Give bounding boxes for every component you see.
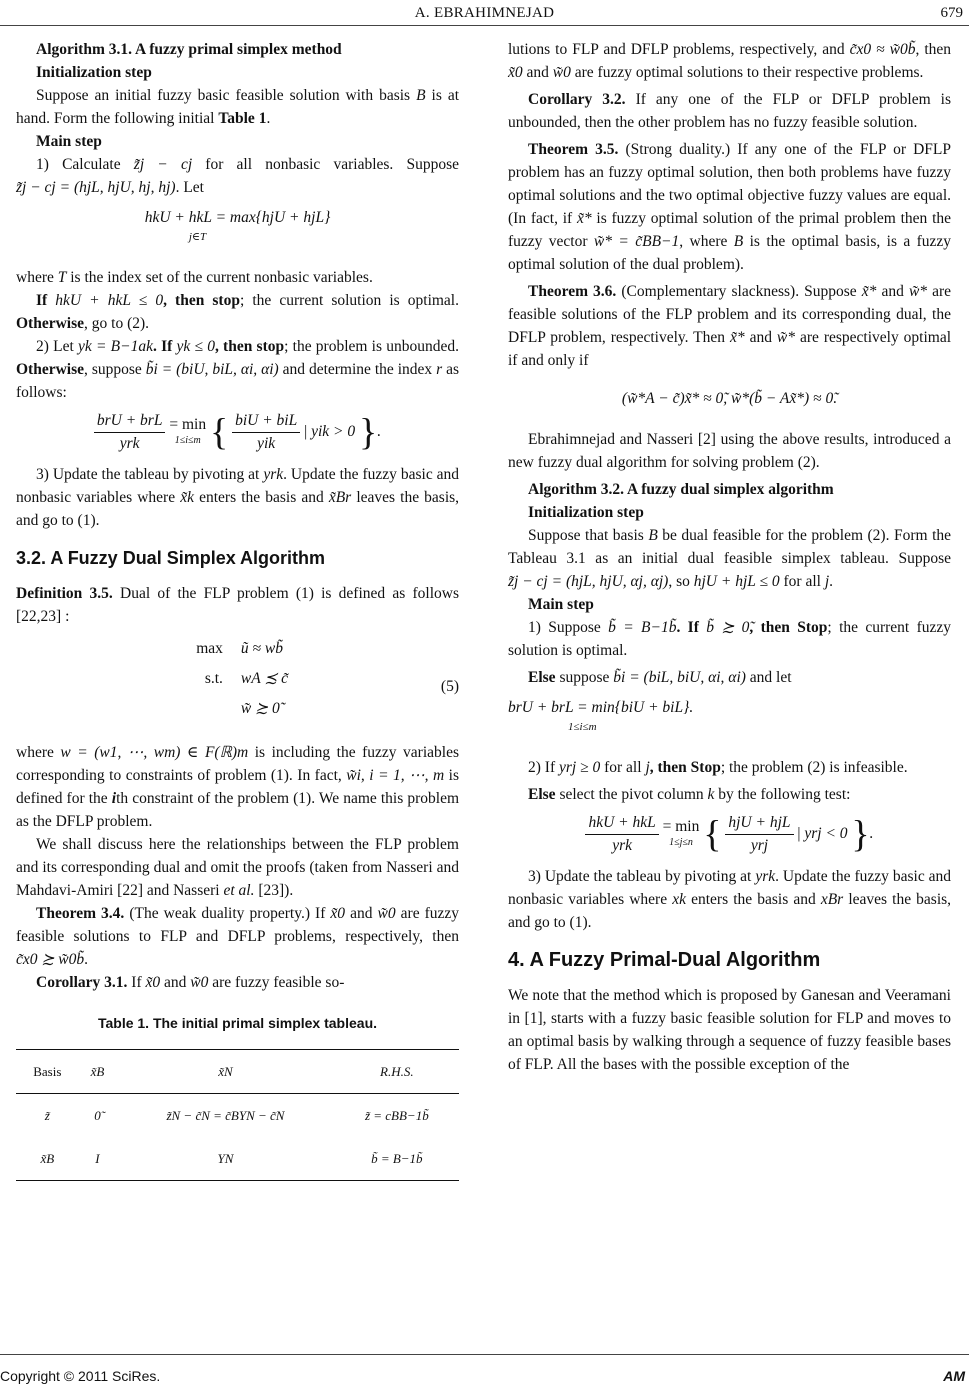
theorem-3-4: Theorem 3.4. (The weak duality property.) If x̃0 and w̃0 are fuzzy feasible solutions to FLP and DFLP problems, respectively, then c̃x0 ≿ w̃0b̃. <box>16 905 460 968</box>
main-step-heading-2: Main step <box>528 596 594 613</box>
table-1 <box>16 1049 459 1181</box>
running-header <box>0 0 969 26</box>
table-cell: 0̃ <box>94 1108 101 1123</box>
page-number: 679 <box>940 5 963 21</box>
initialization-heading: Initialization step <box>36 64 152 81</box>
dual-step-1: 1) Suppose b̃ = B−1b̃. If b̃ ≿ 0̃, then Stop; the current fuzzy solution is optimal. <box>508 619 952 659</box>
equation-number-5: (5) <box>440 678 459 695</box>
equation-ratio-test: $\frac{\text{brU + brL}}{\text{yrk}}$ = min 1≤i≤m { $\frac{\text{biU + biL}}{\text{yik}}$ | yik > 0 }. <box>16 410 459 455</box>
corollary-3-1: Corollary 3.1. If x̃0 and w̃0 are fuzzy feasible so- <box>36 974 345 991</box>
step-3-paragraph: 3) Update the tableau by pivoting at yrk. Update the fuzzy basic and nonbasic variables where x̃k enters the basis and x̃Br leaves the basis, and go to (1). <box>16 466 460 529</box>
algorithm-3-1-title: Algorithm 3.1. A fuzzy primal simplex method <box>36 41 342 58</box>
table-cell: YN <box>116 1137 334 1181</box>
table-header-cell: x̃B <box>79 1050 117 1094</box>
equation-max-h: hkU + hkL = max{hjU + hjL} $^{j\in T}$ <box>144 209 331 243</box>
dual-step-3: 3) Update the tableau by pivoting at yrk. Update the fuzzy basic and nonbasic variables where xk enters the basis and xBr leaves the basis, and go to (1). <box>508 868 952 931</box>
dual-else-2: Else select the pivot column k by the following test: <box>528 786 851 803</box>
dual-problem-display: max ũ ≈ wb̃ s.t. wA ≾ c̃ w̃ ≿ 0̃ (5) <box>196 640 459 717</box>
discussion-paragraph: We shall discuss here the relationships between the FLP problem and its corresponding dual and omit the proofs (taken from Nasseri and Mahdavi-Amiri [22] and Nasseri et al. [23]). <box>16 836 459 899</box>
table-row <box>16 1137 459 1181</box>
dual-step-2: 2) If yrj ≥ 0 for all j, then Stop; the problem (2) is infeasible. <box>528 759 908 776</box>
equation-pivot-column: $\frac{\text{hkU + hkL}}{\text{yrk}}$ = min 1≤j≤n { $\frac{\text{hjU + hjL}}{\text{yrj}}$ | yrj < 0 }. <box>508 812 951 857</box>
copyright-notice: Copyright © 2011 SciRes. <box>0 1368 161 1384</box>
dual-else-1: Else suppose b̃i = (biL, biU, αi, αi) and let <box>528 669 792 686</box>
equation-min-b: brU + brL = min{biU + biL}. $^{1\le i\le m}$ <box>508 699 694 733</box>
where-w-paragraph: where w = (w1, ⋯, wm) ∈ F(ℝ)m is including the fuzzy variables corresponding to constraints of problem (1). In fact, w̃i, i = 1, ⋯, m is defined for the ith constraint of the problem (1). We name this problem as the DFLP problem. <box>16 744 460 830</box>
step-2-paragraph: 2) Let yk = B−1ak. If yk ≤ 0, then stop; the problem is unbounded. Otherwise, suppose b̃i = (biU, biL, αi, αi) and determine the index r as follows: <box>16 338 459 401</box>
equation-complementary-slackness: (w̃*A − c̃)x̃* ≈ 0̃, w̃*(b̃ − Ax̃*) ≈ 0̃. <box>621 390 838 407</box>
initialization-heading-2: Initialization step <box>528 504 644 521</box>
ebrahimnejad-paragraph: Ebrahimnejad and Nasseri [2] using the above results, introduced a new fuzzy dual algorithm for solving problem (2). <box>508 431 951 471</box>
algorithm-3-2-title: Algorithm 3.2. A fuzzy dual simplex algorithm <box>528 481 834 498</box>
right-column <box>508 38 951 1076</box>
section-4-paragraph: We note that the method which is proposed by Ganesan and Veeramani in [1], starts with a fuzzy basic feasible solution for FLP and moves to an optimal basis by walking through a sequence of fuzzy feasible bases of FLP. All the bases with the possible exception of the <box>508 987 951 1073</box>
table-cell: x̃B <box>16 1137 79 1181</box>
where-T-paragraph: where T is the index set of the current nonbasic variables. <box>16 269 373 286</box>
table-header-cell: Basis <box>16 1050 79 1094</box>
left-column <box>16 38 459 1181</box>
section-4-heading: 4. A Fuzzy Primal-Dual Algorithm <box>508 949 821 971</box>
table-1-caption: Table 1. The initial primal simplex tableau. <box>97 1015 378 1031</box>
running-author: A. EBRAHIMNEJAD <box>414 5 555 21</box>
initialization-paragraph-2: Suppose that basis B be dual feasible for the problem (2). Form the Tableau 3.1 as an initial dual feasible simplex tableau. Suppose z̃j − cj = (hjL, hjU, αj, αj), so hjU + hjL ≤ 0 for all j. <box>508 527 952 590</box>
initialization-paragraph: Suppose an initial fuzzy basic feasible solution with basis B is at hand. Form the following initial Table 1. <box>16 87 460 127</box>
table-header-cell: x̃N <box>116 1050 334 1094</box>
theorem-3-5: Theorem 3.5. (Strong duality.) If any one of the FLP or DFLP problem has an fuzzy optimal solution, then both problems have fuzzy optimal solutions and the two optimal objective fuzzy values are equal. (In fact, if x̃* is fuzzy optimal solution of the primal problem then the fuzzy vector w̃* = c̃BB−1, where B is the optimal basis, is a fuzzy optimal solution of the dual problem). <box>508 141 952 273</box>
definition-3-5: Definition 3.5. Dual of the FLP problem (1) is defined as follows [22,23] : <box>16 585 459 625</box>
table-cell: b̃ = B−1b̃ <box>335 1137 459 1181</box>
table-header-row <box>16 1050 459 1094</box>
table-row <box>16 1094 459 1138</box>
corollary-3-2: Corollary 3.2. If any one of the FLP or DFLP problem is unbounded, then the other problem has no fuzzy feasible solution. <box>508 91 952 131</box>
table-cell: z̃N − c̃N = c̃BYN − c̃N <box>166 1108 285 1123</box>
stop-condition-paragraph: If hkU + hkL ≤ 0, then stop; the current solution is optimal. Otherwise, go to (2). <box>16 292 459 332</box>
table-cell: z̃ <box>44 1108 50 1123</box>
table-cell: z̃ = cBB−1b̃ <box>364 1108 429 1123</box>
step-1-paragraph: 1) Calculate z̃j − cj for all nonbasic variables. Suppose z̃j − cj = (hjL, hjU, hj, hj). Let <box>16 156 459 196</box>
main-step-heading: Main step <box>36 133 102 150</box>
corollary-3-1-continued: lutions to FLP and DFLP problems, respectively, and c̃x0 ≈ w̃0b̃, then x̃0 and w̃0 are fuzzy optimal solutions to their respective problems. <box>508 41 952 81</box>
page-footer <box>0 1354 969 1384</box>
table-cell: I <box>79 1137 117 1181</box>
section-3-2-heading: 3.2. A Fuzzy Dual Simplex Algorithm <box>16 548 326 568</box>
journal-abbreviation: AM <box>943 1368 965 1384</box>
theorem-3-6: Theorem 3.6. (Complementary slackness). Suppose x̃* and w̃* are feasible solutions of the FLP problem and its corresponding dual, the DFLP problem, respectively. Then x̃* and w̃* are respectively optimal if and only if <box>508 283 952 369</box>
table-header-cell: R.H.S. <box>335 1050 459 1094</box>
